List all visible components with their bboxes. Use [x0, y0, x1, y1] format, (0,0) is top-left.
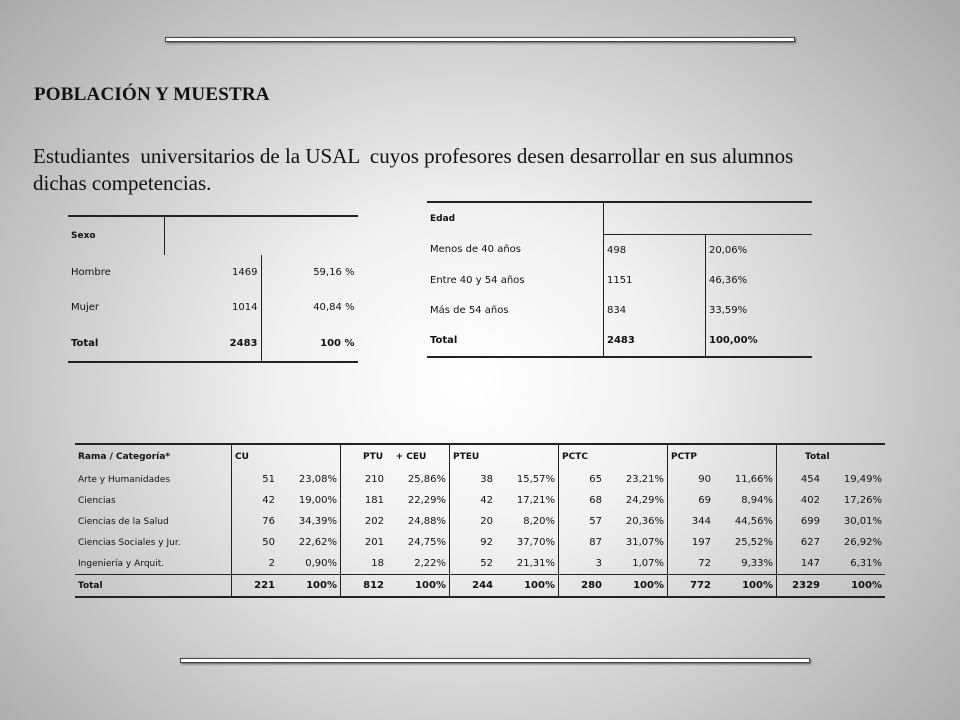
rama-cell-count: 772	[668, 575, 715, 598]
sexo-row-count: 1014	[165, 290, 262, 325]
edad-total-label: Total	[427, 325, 604, 357]
rama-cell-percent: 25,86%	[387, 469, 450, 490]
rama-header-label: Rama / Categoría*	[75, 444, 232, 469]
rama-cell-percent: 2,22%	[387, 553, 450, 575]
rama-cell-percent: 8,20%	[496, 511, 559, 532]
rama-total-label: Total	[75, 575, 232, 598]
rama-cell-count: 38	[480, 474, 493, 485]
rama-cell-count: 42	[262, 495, 275, 506]
rama-cell-count: 197	[691, 537, 711, 548]
sexo-total-percent: 100 %	[261, 325, 358, 362]
rama-cell-count: 50	[262, 537, 275, 548]
rama-cell-count: 627	[800, 537, 820, 548]
rama-cell-percent: 25,52%	[714, 532, 777, 553]
rama-cell-count: 42	[480, 495, 493, 506]
rama-cell-count: 2	[268, 558, 275, 569]
rama-row	[75, 511, 885, 532]
rama-header-total: Total	[777, 444, 886, 469]
rama-header-row	[75, 444, 885, 469]
rama-cell-count: 699	[800, 516, 820, 527]
sexo-total-row	[68, 325, 358, 362]
rama-cell-percent: 19,49%	[843, 474, 882, 485]
rama-cell-count: 201	[364, 537, 384, 548]
rama-header-ptu-ceu: PTU + CEU	[341, 444, 450, 469]
rama-total-row	[75, 575, 885, 598]
rama-cell-count: 90	[698, 474, 711, 485]
rama-cell-count: 210	[364, 474, 384, 485]
rama-cell-count: 402	[800, 495, 820, 506]
rama-cell-percent: 19,00%	[278, 490, 341, 511]
rama-cell-percent: 6,31%	[850, 558, 882, 569]
rama-cell-count: 18	[371, 558, 384, 569]
sexo-header-label: Sexo	[68, 216, 165, 255]
rama-row	[75, 469, 885, 490]
sexo-total-label: Total	[68, 325, 165, 362]
rama-cell-count: 87	[589, 537, 602, 548]
intro-text: Estudiantes universitarios de la USAL cuyos profesores desen desarrollar en sus alumnos dichas competencias.	[33, 144, 799, 195]
rama-cell-count: 76	[262, 516, 275, 527]
rama-header-pctc: PCTC	[559, 444, 668, 469]
bottom-divider	[180, 658, 810, 663]
rama-cell-count: 280	[559, 575, 606, 598]
sexo-table	[68, 215, 358, 363]
rama-cell-count: 3	[595, 558, 602, 569]
sexo-row	[68, 255, 358, 290]
rama-cell-percent: 24,75%	[387, 532, 450, 553]
rama-cell-percent: 37,70%	[496, 532, 559, 553]
rama-cell-percent: 0,90%	[278, 553, 341, 575]
edad-row	[427, 235, 812, 266]
edad-row-label: Entre 40 y 54 años	[427, 265, 604, 295]
rama-cell-percent: 22,29%	[387, 490, 450, 511]
rama-header-pctp: PCTP	[668, 444, 777, 469]
sexo-total-count: 2483	[165, 325, 262, 362]
rama-cell-percent: 30,01%	[843, 516, 882, 527]
edad-total-count: 2483	[604, 325, 706, 357]
edad-row	[427, 295, 812, 325]
rama-row	[75, 553, 885, 575]
rama-cell-count: 344	[691, 516, 711, 527]
top-divider	[165, 37, 795, 42]
edad-table	[427, 201, 812, 358]
rama-cell-count: 51	[262, 474, 275, 485]
rama-cell-percent: 100%	[387, 575, 450, 598]
sexo-row-label: Hombre	[71, 267, 111, 278]
rama-header-pteu: PTEU	[450, 444, 559, 469]
rama-cell-count: 65	[589, 474, 602, 485]
rama-table	[75, 443, 885, 598]
rama-cell-count: 244	[450, 575, 497, 598]
rama-header-cu: CU	[232, 444, 341, 469]
sexo-row-label: Mujer	[71, 302, 100, 313]
rama-cell-percent: 24,88%	[387, 511, 450, 532]
rama-cell-percent: 8,94%	[714, 490, 777, 511]
sexo-row-count: 1469	[165, 255, 262, 290]
rama-row-label: Ingeniería y Arquit.	[75, 553, 232, 575]
edad-row-label: Más de 54 años	[427, 295, 604, 325]
rama-cell-percent: 23,21%	[605, 469, 668, 490]
rama-cell-percent: 9,33%	[714, 553, 777, 575]
rama-cell-percent: 26,92%	[843, 537, 882, 548]
rama-cell-percent: 15,57%	[496, 469, 559, 490]
rama-cell-count: 147	[800, 558, 820, 569]
sexo-row-percent: 40,84 %	[313, 302, 355, 313]
edad-row-percent: 46,36%	[709, 274, 748, 286]
rama-row-label: Ciencias Sociales y Jur.	[75, 532, 232, 553]
rama-cell-count: 2329	[777, 575, 824, 598]
rama-cell-count: 68	[589, 495, 602, 506]
edad-header-row	[427, 202, 812, 235]
edad-row-percent: 33,59%	[709, 304, 748, 316]
edad-total-row	[427, 325, 812, 357]
rama-cell-percent: 17,26%	[843, 495, 882, 506]
rama-cell-count: 52	[480, 558, 493, 569]
rama-row-label: Ciencias de la Salud	[75, 511, 232, 532]
edad-row-count: 834	[604, 295, 706, 325]
rama-cell-percent: 100%	[605, 575, 668, 598]
edad-row-count: 1151	[604, 265, 706, 295]
rama-cell-count: 69	[698, 495, 711, 506]
edad-row-percent: 20,06%	[706, 235, 813, 266]
rama-row-label: Arte y Humanidades	[75, 469, 232, 490]
sexo-header-row	[68, 216, 358, 255]
rama-cell-percent: 24,29%	[605, 490, 668, 511]
rama-cell-percent: 17,21%	[496, 490, 559, 511]
rama-cell-percent: 31,07%	[605, 532, 668, 553]
rama-cell-percent: 20,36%	[605, 511, 668, 532]
rama-cell-percent: 22,62%	[278, 532, 341, 553]
rama-cell-count: 72	[698, 558, 711, 569]
edad-header-label: Edad	[427, 202, 604, 235]
sexo-row	[68, 290, 358, 325]
rama-row-label: Ciencias	[75, 490, 232, 511]
rama-row	[75, 532, 885, 553]
edad-row-count: 498	[604, 235, 706, 266]
rama-cell-count: 454	[800, 474, 820, 485]
rama-cell-count: 20	[480, 516, 493, 527]
rama-cell-percent: 34,39%	[278, 511, 341, 532]
edad-row-label: Menos de 40 años	[427, 235, 604, 266]
rama-cell-percent: 11,66%	[714, 469, 777, 490]
sexo-row-percent: 59,16 %	[313, 267, 355, 278]
rama-cell-percent: 23,08%	[278, 469, 341, 490]
rama-row	[75, 490, 885, 511]
rama-cell-count: 181	[364, 495, 384, 506]
rama-cell-percent: 44,56%	[714, 511, 777, 532]
rama-cell-count: 221	[232, 575, 279, 598]
rama-cell-percent: 100%	[278, 575, 341, 598]
rama-cell-count: 92	[480, 537, 493, 548]
section-heading: POBLACIÓN Y MUESTRA	[34, 84, 270, 105]
rama-cell-count: 202	[364, 516, 384, 527]
rama-cell-percent: 100%	[823, 575, 885, 598]
rama-cell-percent: 100%	[714, 575, 777, 598]
edad-total-percent: 100,00%	[706, 325, 813, 357]
edad-row	[427, 265, 812, 295]
rama-cell-count: 57	[589, 516, 602, 527]
rama-cell-percent: 1,07%	[605, 553, 668, 575]
rama-cell-count: 812	[341, 575, 388, 598]
rama-cell-percent: 100%	[496, 575, 559, 598]
rama-cell-percent: 21,31%	[496, 553, 559, 575]
